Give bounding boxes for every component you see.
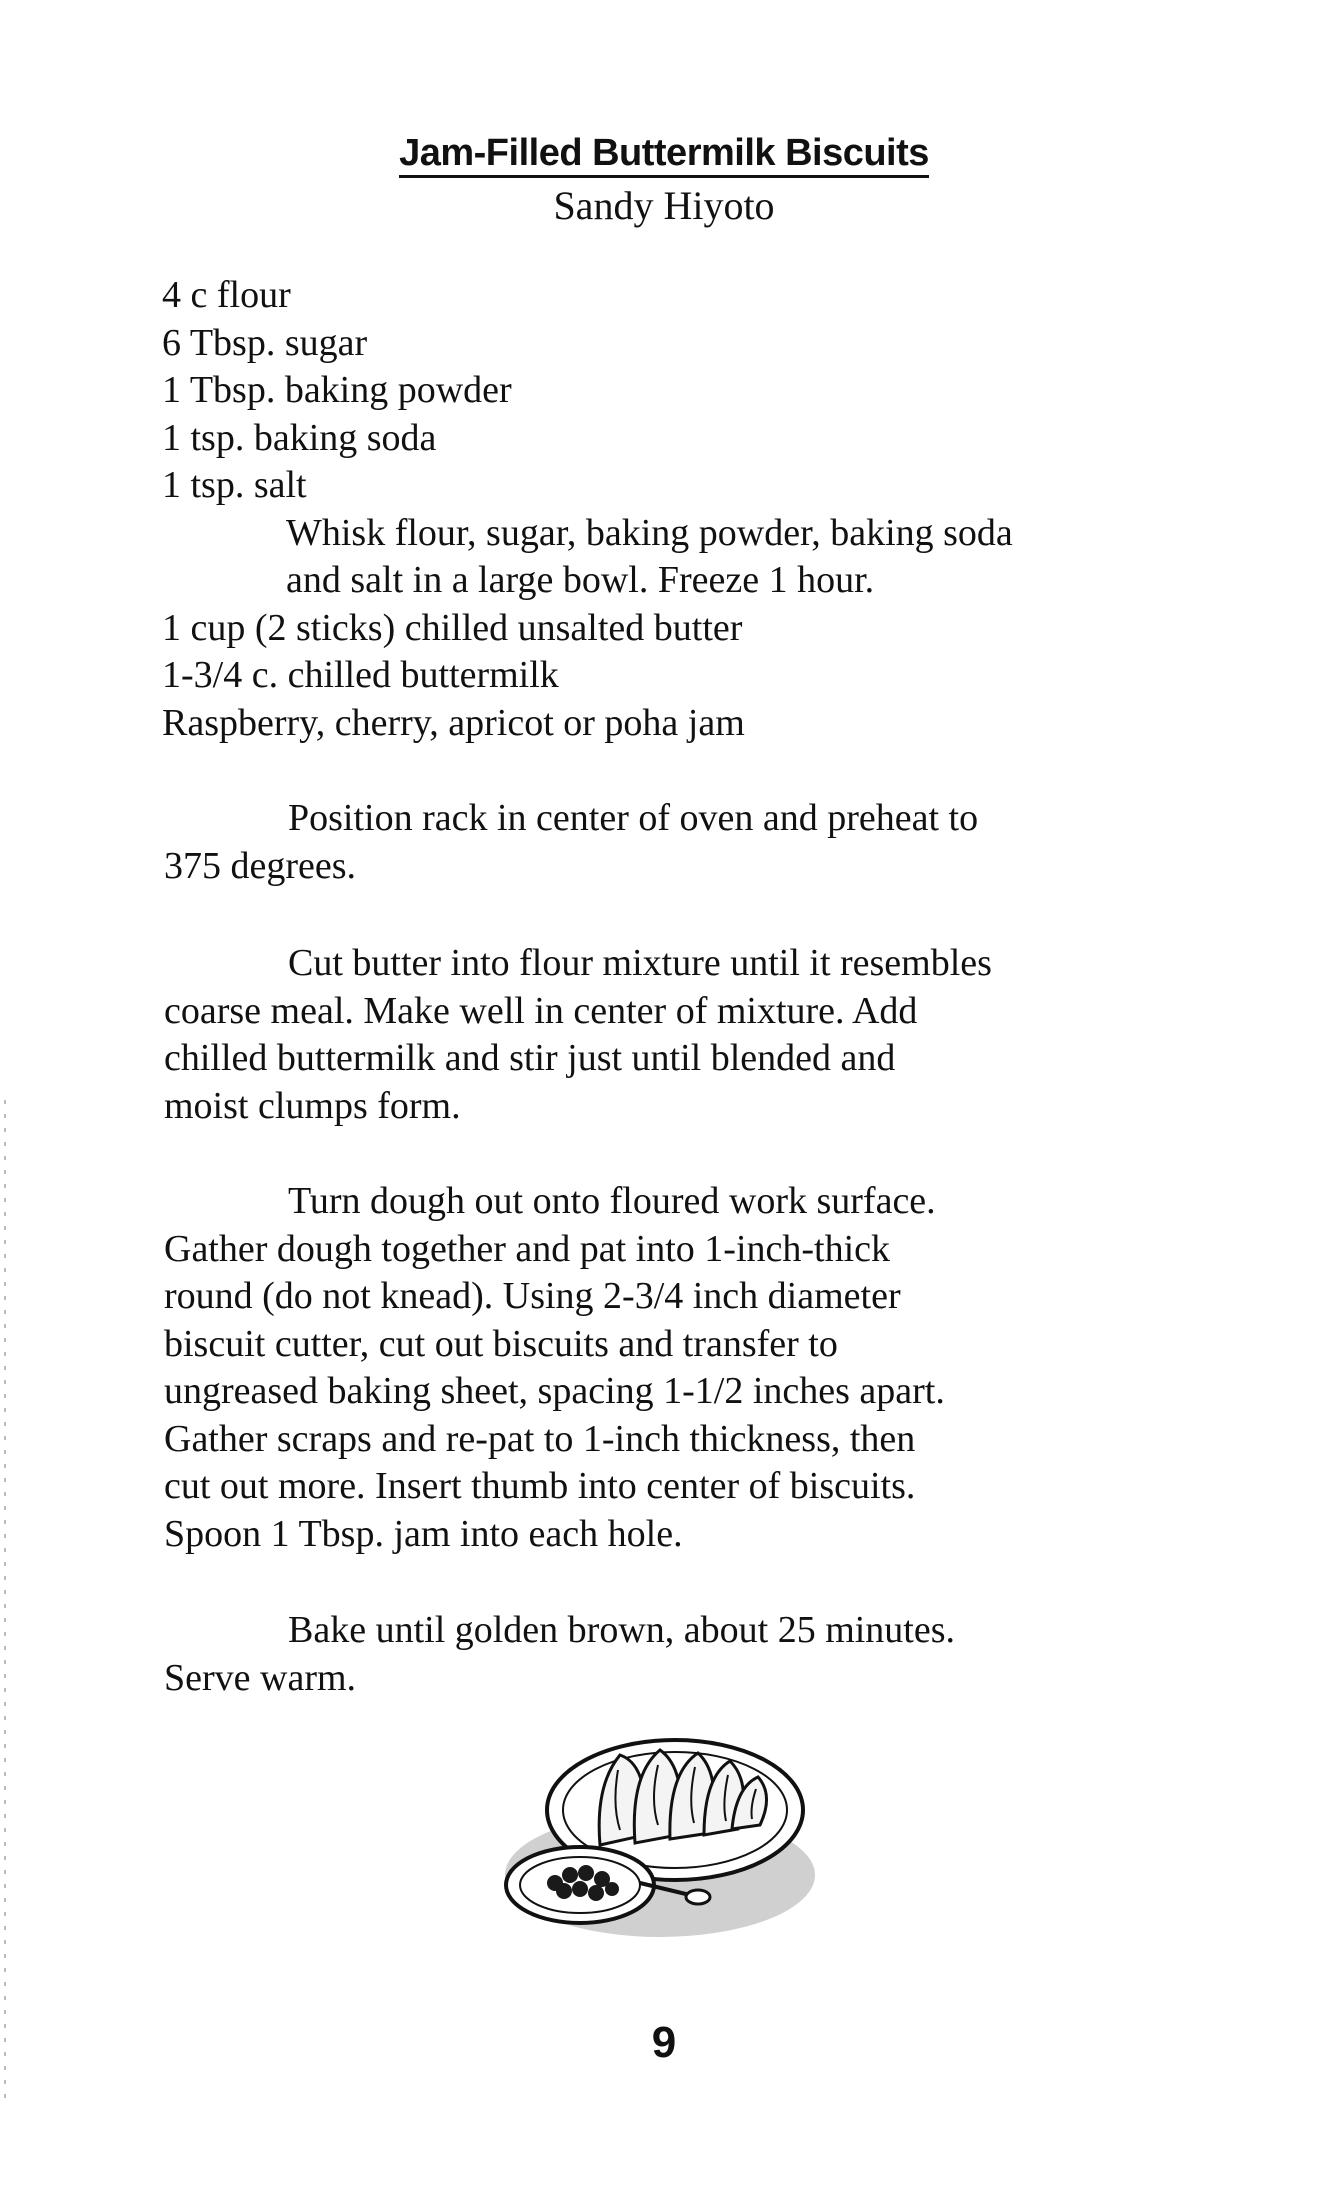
instruction-line: ungreased baking sheet, spacing 1-1/2 inches apart.	[164, 1370, 945, 1412]
instruction-paragraph-mix	[164, 940, 1194, 1130]
ingredient-instruction: and salt in a large bowl. Freeze 1 hour.	[286, 559, 875, 601]
instruction-line: 375 degrees.	[164, 844, 357, 887]
instruction-line: Serve warm.	[164, 1656, 357, 1699]
instruction-line: moist clumps form.	[164, 1084, 461, 1127]
recipe-title	[0, 132, 1328, 175]
instruction-line: Bake until golden brown, about 25 minutes.	[288, 1609, 956, 1651]
ingredient-item: 1 tsp. salt	[162, 464, 307, 506]
scan-edge-mark	[4, 1100, 6, 2100]
ingredient-item: 6 Tbsp. sugar	[162, 321, 368, 364]
instruction-line: Position rack in center of oven and preheat to	[288, 797, 979, 839]
ingredient-item: 1 tsp. baking soda	[162, 416, 437, 459]
biscuits-and-jam-plate-icon	[500, 1725, 820, 1940]
instruction-line: Gather dough together and pat into 1-inch-thick	[164, 1227, 891, 1270]
ingredient-item: 1 Tbsp. baking powder	[162, 369, 512, 411]
ingredient-item: 4 c flour	[162, 274, 291, 316]
instruction-line: cut out more. Insert thumb into center of biscuits.	[164, 1465, 916, 1507]
instruction-line: round (do not knead). Using 2-3/4 inch diameter	[164, 1275, 901, 1317]
ingredient-item: 1 cup (2 sticks) chilled unsalted butter	[162, 606, 743, 649]
ingredient-item: Raspberry, cherry, apricot or poha jam	[162, 701, 745, 744]
ingredient-item: 1-3/4 c. chilled buttermilk	[162, 654, 559, 696]
instruction-line: Gather scraps and re-pat to 1-inch thickness, then	[164, 1417, 916, 1460]
recipe-title-text: Jam-Filled Buttermilk Biscuits	[399, 132, 929, 178]
instruction-line: Turn dough out onto floured work surface.	[288, 1180, 936, 1222]
instruction-line: chilled buttermilk and stir just until blended and	[164, 1037, 896, 1079]
instruction-line: Spoon 1 Tbsp. jam into each hole.	[164, 1512, 683, 1555]
instruction-line: coarse meal. Make well in center of mixture. Add	[164, 989, 918, 1032]
instruction-paragraph-shape	[164, 1178, 1194, 1558]
ingredient-list	[162, 272, 1182, 747]
instruction-paragraph-preheat	[164, 795, 1194, 890]
instruction-paragraph-bake	[164, 1607, 1194, 1702]
recipe-author: Sandy Hiyoto	[553, 183, 775, 228]
page-number: 9	[651, 2018, 677, 2067]
instruction-line: Cut butter into flour mixture until it resembles	[288, 942, 992, 984]
ingredient-instruction: Whisk flour, sugar, baking powder, baking soda	[286, 511, 1013, 554]
instruction-line: biscuit cutter, cut out biscuits and transfer to	[164, 1322, 838, 1365]
